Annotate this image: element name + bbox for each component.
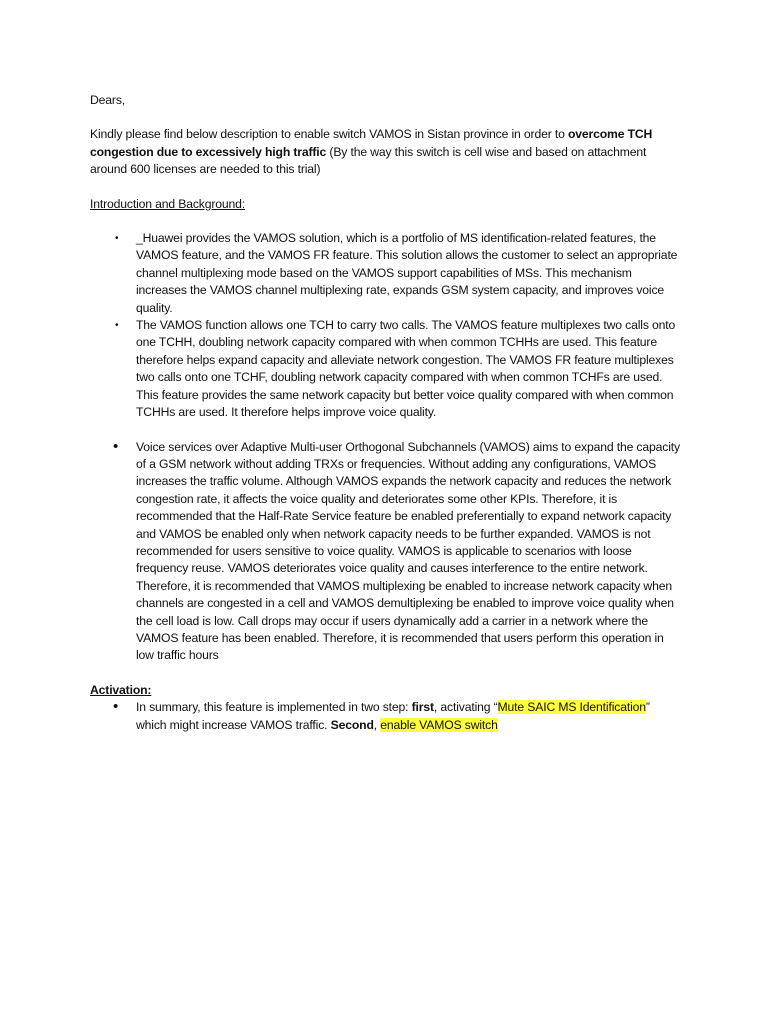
intro-text-2: (By the way this switch is cell wise and based on attachment around 600 licenses are needed to this trial) [90,144,647,177]
activation-text-1: In summary, this feature is implemented in two step: [136,700,412,715]
spacer [90,665,680,682]
document-body [90,92,680,734]
background-list [90,230,680,421]
activation-text-2: , activating “ [433,700,498,715]
activation-second: Second [330,717,374,732]
greeting: Dears, [90,93,125,107]
intro-paragraph [90,126,680,178]
spacer [90,213,680,230]
background-heading: Introduction and Background: [90,196,246,211]
background-list-2 [90,439,680,665]
highlight-enable-vamos: enable VAMOS switch [380,717,498,732]
activation-text-4: , [373,717,381,732]
spacer [90,109,680,126]
activation-first: first [411,700,434,715]
list-item: • _Huawei provides the VAMOS solution, which is a portfolio of MS identification-related features, the VAMOS feature, and the VAMOS FR feature. This solution allows the customer to select an appropriate channel multiplexing mode based on the VAMOS support capabilities of MSs. This mechanism increases the VAMOS channel multiplexing rate, expands GSM system capacity, and improves voice quality. [90,230,680,317]
spacer [90,422,680,439]
list-item: • The VAMOS function allows one TCH to carry two calls. The VAMOS feature multiplexes two calls onto one TCHH, doubling network capacity compared with when common TCHHs are used. This feature therefore helps expand capacity and alleviate network congestion. The VAMOS FR feature multiplexes two calls onto one TCHF, doubling network capacity compared with when common TCHFs are used. This feature provides the same network capacity but better voice quality compared with when common TCHHs are used. It therefore helps improve voice quality. [90,317,680,421]
highlight-mute-saic: Mute SAIC MS Identification [497,700,646,715]
activation-heading: Activation: [90,682,152,697]
intro-bold-text: overcome TCH congestion due to excessively high traffic [90,127,653,159]
activation-list [90,699,680,734]
activation-text-3: ” which might increase VAMOS traffic. [136,700,650,732]
list-item [90,699,680,734]
spacer [90,179,680,196]
list-item: • Voice services over Adaptive Multi-user Orthogonal Subchannels (VAMOS) aims to expand the capacity of a GSM network without adding TRXs or frequencies. Without adding any configurations, VAMOS increases the traffic volume. Although VAMOS expands the network capacity and reduces the network congestion rate, it affects the voice quality and deteriorates some other KPIs. Therefore, it is recommended that the Half-Rate Service feature be enabled preferentially to expand network capacity and VAMOS be enabled only when network capacity needs to be further expanded. VAMOS is not recommended for users sensitive to voice quality. VAMOS is applicable to scenarios with loose frequency reuse. VAMOS deteriorates voice quality and causes interference to the entire network. Therefore, it is recommended that VAMOS multiplexing be enabled to increase network capacity when channels are congested in a cell and VAMOS demultiplexing be enabled to improve voice quality when the cell load is low. Call drops may occur if users dynamically add a carrier in a network where the VAMOS feature has been enabled. Therefore, it is recommended that users perform this operation in low traffic hours [90,439,680,665]
intro-text-1: Kindly please find below description to enable switch VAMOS in Sistan province in order to [90,127,568,142]
